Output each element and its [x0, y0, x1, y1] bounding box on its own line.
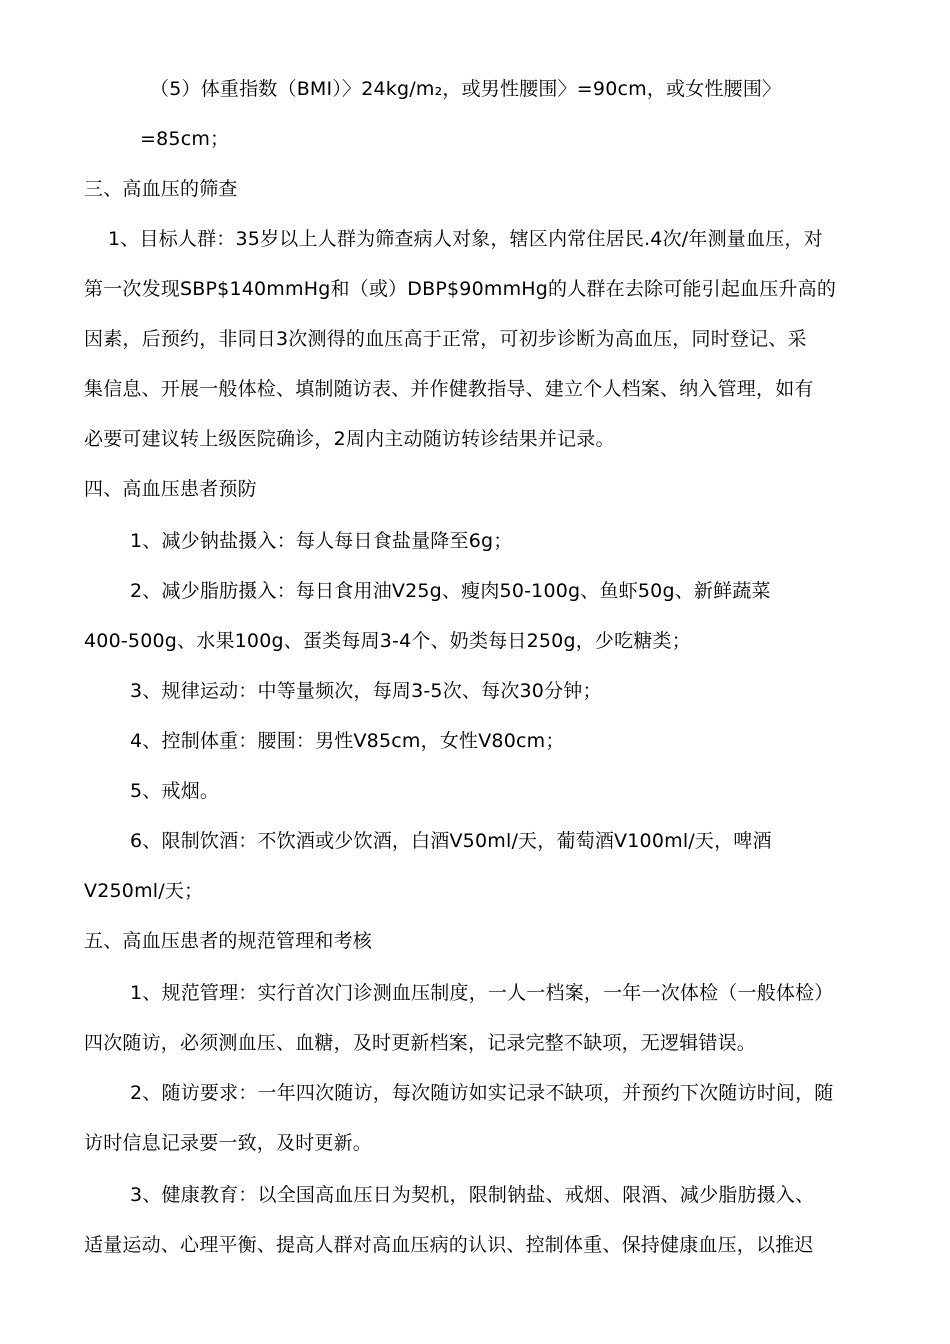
prevention-item-2-continuation: 400-500g、水果100g、蛋类每周3-4个、奶类每日250g，少吃糖类；: [84, 630, 691, 652]
section-heading-management: 五、高血压患者的规范管理和考核: [84, 930, 373, 952]
bmi-criterion-line: （5）体重指数（BMI）〉24kg/m₂，或男性腰围〉=90cm，或女性腰围〉: [150, 78, 782, 100]
management-item-1-continuation: 四次随访，必须测血压、血糖，及时更新档案，记录完整不缺项，无逻辑错误。: [84, 1032, 757, 1054]
screening-paragraph-line-5: 必要可建议转上级医院确诊，2周内主动随访转诊结果并记录。: [84, 428, 615, 450]
management-item-2: 2、随访要求：一年四次随访，每次随访如实记录不缺项，并预约下次随访时间，随: [130, 1082, 834, 1104]
prevention-item-1: 1、减少钠盐摄入：每人每日食盐量降至6g；: [130, 530, 513, 552]
section-heading-screening: 三、高血压的筛查: [84, 178, 238, 200]
screening-paragraph-line-4: 集信息、开展一般体检、填制随访表、并作健教指导、建立个人档案、纳入管理，如有: [84, 378, 814, 400]
screening-paragraph-line-1: 1、目标人群：35岁以上人群为筛查病人对象，辖区内常住居民.4次/年测量血压，对: [108, 228, 823, 250]
screening-paragraph-line-3: 因素，后预约，非同日3次测得的血压高于正常，可初步诊断为高血压，同时登记、采: [84, 328, 807, 350]
management-item-3: 3、健康教育：以全国高血压日为契机，限制钠盐、戒烟、限酒、减少脂肪摄入、: [130, 1184, 815, 1206]
prevention-item-6: 6、限制饮酒：不饮酒或少饮酒，白酒V50ml/天，葡萄酒V100ml/天，啤酒: [130, 830, 772, 852]
prevention-item-3: 3、规律运动：中等量频次，每周3-5次、每次30分钟；: [130, 680, 602, 702]
screening-paragraph-line-2: 第一次发现SBP$140mmHg和（或）DBP$90mmHg的人群在去除可能引起血压升高的: [84, 278, 837, 300]
prevention-item-2: 2、减少脂肪摄入：每日食用油V25g、瘦肉50-100g、鱼虾50g、新鲜蔬菜: [130, 580, 771, 602]
management-item-3-continuation: 适量运动、心理平衡、提高人群对高血压病的认识、控制体重、保持健康血压，以推迟: [84, 1234, 814, 1256]
management-item-2-continuation: 访时信息记录要一致，及时更新。: [84, 1132, 373, 1154]
prevention-item-4: 4、控制体重：腰围：男性V85cm，女性V80cm；: [130, 730, 565, 752]
prevention-item-5: 5、戒烟。: [130, 780, 220, 802]
bmi-criterion-continuation: =85cm；: [140, 128, 230, 150]
management-item-1: 1、规范管理：实行首次门诊测血压制度，一人一档案，一年一次体检（一般体检）: [130, 982, 834, 1004]
section-heading-prevention: 四、高血压患者预防: [84, 478, 257, 500]
prevention-item-6-continuation: V250ml/天；: [84, 880, 204, 902]
